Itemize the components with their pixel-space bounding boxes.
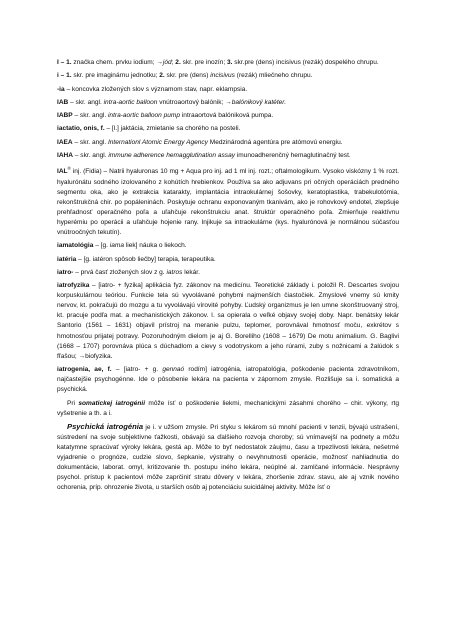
entry-headword: iactatio, onis, f.	[57, 125, 105, 133]
entry-headword: iatro-	[57, 268, 74, 276]
entry-headword: -ia	[57, 85, 65, 93]
entry-text: inj. (Fidia) – Natrii hyaluronas 10 mg + Aqua pro inj. ad 1 ml inj. rozt.; oftalmologikum. Vysoko viskózny 1 % rozt. hyalurónátu sodného izolovaného z kohútích hrebienkov. Používa sa ako adjuvans pri očných operáciách predného segmentu oka, ako je extrakcia katarakty, implantácia intraokulárnej šošovky, keratoplastika, trabekulotómia, rekonštrukčná chir. po popáleninách. Poskytuje ochranu exponovaným tkanivám, ako je rohovkový endotel, zlepšuje prehľadnosť operačného poľa a uľahčuje rekonštrukciu anat. štruktúr operačného poľa. Zmierňuje reaktívnu hyperémiu po operácii a uľahčuje hojenie rany. Injikuje sa intraokulárne (kys. hyalurónová je normálnou súčasťou vnútroočných tekutín).	[57, 168, 399, 236]
entry-headword: IABP	[57, 112, 73, 120]
entry-text: – [g.	[93, 242, 110, 250]
entry-text: Medzinárodná agentúra pre atómovú energiu.	[207, 138, 343, 146]
entry-headword: iatéria	[57, 255, 77, 263]
entry-text: – koncovka zložených slov s významom stav, napr. eklampsia.	[64, 85, 248, 93]
entry-text: môže ísť o poškodenie liekmi, mechanickými zásahmi chorého – chir. výkony, rtg vyšetrenie a th. a i.	[57, 399, 399, 417]
entry-text: iatros	[166, 268, 183, 276]
entry-text: značka chem. prvku iodium; →	[73, 59, 163, 66]
entry-text: – skr. angl.	[73, 151, 109, 159]
entry-headword: IAHA	[57, 151, 74, 159]
entry-text: imunoadherenčný hemaglutinačný test.	[234, 151, 351, 159]
entry-IAL	[57, 164, 399, 238]
entry-text: skr. pre imaginárnu jednotku;	[71, 72, 160, 80]
entry-text: vnútroaortový balónik; →	[157, 98, 232, 106]
entry-text: rodím] iatrogénia, iatropatológia, poškodenie pacienta zdravotníkom, najčastejšie psychogénne. Ide o pôsobenie lekára na pacienta v zápornom zmysle. Rozlišuje sa i. somatická a psychická.	[57, 366, 400, 394]
entry-text: intraaortová balóniková pumpa.	[180, 112, 274, 120]
entry-text: – skr. angl.	[68, 98, 104, 106]
entry-iateria	[57, 255, 399, 265]
entry-headword: IAL	[57, 168, 68, 176]
entry-text: skr.pre (dens) incisivus (rezák) dospelého chrupu.	[232, 59, 379, 66]
entry-text: – [iatro- + fyzika] aplikácia fyz. zákonov na medicínu. Teoretické základy i. položil R. Descartes svojou korpuskulárnou teóriou. Funkcie tela sú vyvolávané pohybmi najmenších čiastočiek. Zmyslové vnemy sú kmity nervov, kt. pokračujú do mozgu a tu vyvolávajú vírovité pohyby. Ľudský organizmus je len umne skonštruovaný stroj, kt. pracuje podľa mat. a mechanistických zákonov. I. sa opierala o veľké objavy svojej doby. Napr. benátsky lekár Santorio (1561 – 1631) objavil prístroj na meranie pulzu, teplomer, porovnával hmotnosť moču, exkrétov s hmotnosťou prijatej potravy. Pozoruhodným dielom je aj G. Borelliho (1608 – 1679) De motu animalium. G. Baglivi (1668 – 1707) porovnáva plúca s dúchadlom a cievy s vodotryskom a jeho rúrami, zuby s nožnicami a žalúdok s fľašou; →biofyzika.	[57, 282, 399, 360]
entry-iatrofyzika	[57, 281, 399, 362]
entry-iatrogenia	[57, 365, 399, 395]
entry-text: liek] náuka o liekoch.	[123, 242, 187, 250]
entry-text: immune adherence hemagglutination assay	[108, 151, 235, 159]
entry-text: jód	[162, 59, 172, 66]
entry-headword: IAB	[57, 98, 69, 106]
entry-IAEA	[57, 138, 399, 148]
entry-IABP	[57, 111, 399, 121]
entry-text: gennaó	[162, 366, 185, 374]
entry-text: intra-aortic balloon	[103, 98, 158, 106]
entry-text: Psychická iatrogénia	[67, 421, 144, 431]
entry-text: – skr. angl.	[72, 112, 108, 120]
entry-text: ®	[67, 166, 71, 172]
entry-text: balónikový katéter.	[231, 98, 287, 106]
entry-text: 2.	[159, 72, 165, 80]
entry-headword: IAEA	[57, 138, 73, 146]
entry-IAHA	[57, 151, 399, 161]
entry-text: 2.	[175, 59, 181, 66]
entry-text: – skr. angl.	[72, 138, 108, 146]
entry-text: – [g. iatéron spôsob liečby] terapia, terapeutika.	[76, 255, 216, 263]
entry-headword: i – 1.	[57, 72, 72, 80]
entry-text: (rezák) mliečneho chrupu.	[234, 72, 313, 80]
entry-headword: I – 1.	[57, 59, 74, 66]
entry-I	[57, 58, 399, 68]
entry-text: – [l.] jaktácia, zmietanie sa chorého na posteli.	[104, 125, 241, 133]
dictionary-page	[57, 58, 399, 494]
entry-headword: iatrofyzika	[57, 282, 90, 290]
entry-text: Pri	[67, 399, 79, 407]
entry-iamatologia	[57, 241, 399, 251]
entry-text: 3.	[226, 59, 233, 66]
entry-text: somatickej iatrogénii	[78, 399, 146, 407]
entry-text: intra-aortic balloon pump	[107, 112, 181, 120]
entry-text: ;	[171, 59, 176, 66]
entry-iatrogenia-somaticka	[57, 399, 399, 419]
entry-text: – prvá časť zložených slov z g.	[73, 268, 167, 276]
entry-IAB	[57, 98, 399, 108]
entry-text: – [iatro- + g.	[111, 366, 163, 374]
entry-iactatio	[57, 124, 399, 134]
entry-text: incisivus	[210, 72, 235, 80]
entry-headword: iatrogenia, ae, f.	[57, 366, 112, 374]
entry-text: je i. v užšom zmysle. Pri styku s lekárom sú mnohí pacienti v tenzii, bývajú ustrašení, sústredení na svoje subjektívne ťažkosti, obávajú sa ďalšieho rozvoja choroby; sú vnímavejší na podnety a môžu katatymne spracúvať výroky lekára, gestá ap. Môže to byť nedostatok záujmu, času a trpezlivosti lekára, nešetrné vyjadrenie o prognóze, cudzie slovo, šepkanie, výstrahy o nevyhnutnosti operácie, možnosť nahliadnutia do dokumentácie, laborat. omyl, kritizovanie th. postupu iného lekára, neúplné al. zamlčané informácie. Nesprávny psychol. prístup k pacientovi môže zaprčiniť stratu dôvery v lekára, zhoršenie zdrav. stavu, ale aj vznik nového ochorenia, príp. ohrozenie života, u starších osôb aj potenciáciu suicidálnej aktivity. Môže ísť o	[57, 423, 399, 492]
entry-ia	[57, 85, 399, 95]
entry-text: iama	[109, 242, 124, 250]
entry-i	[57, 71, 399, 81]
entry-iatrogenia-psychicka	[57, 422, 399, 494]
entry-text: skr. pre (dens)	[164, 72, 211, 80]
entry-text: skr. pre inozín;	[180, 59, 227, 66]
entry-headword: iamatológia	[57, 242, 94, 250]
entry-text: Internationl Atomic Energy Agency	[107, 138, 208, 146]
entry-text: lekár.	[182, 268, 200, 276]
entry-iatro	[57, 268, 399, 278]
